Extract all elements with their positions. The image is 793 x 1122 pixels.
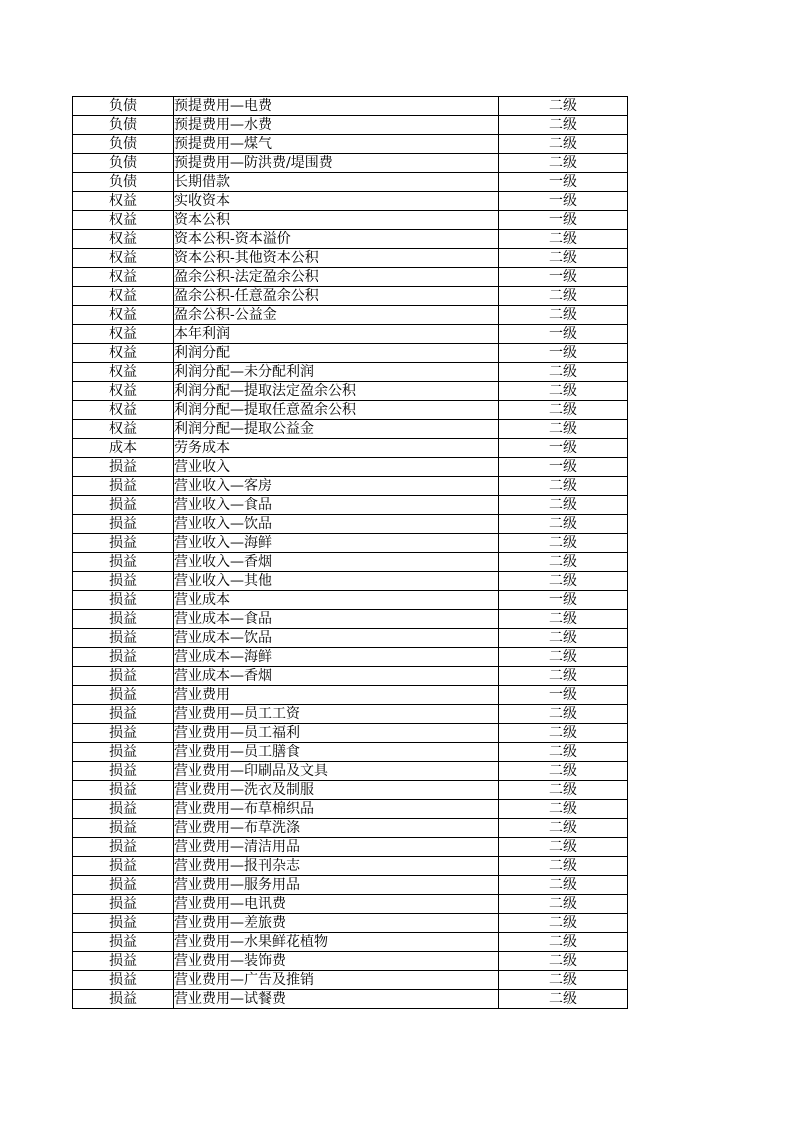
account-category-cell: 权益	[73, 401, 174, 420]
account-name-cell: 营业费用—布草棉织品	[174, 800, 499, 819]
account-level-cell: 二级	[499, 876, 628, 895]
table-row	[73, 971, 628, 990]
account-category-cell: 损益	[73, 667, 174, 686]
account-name-cell: 营业费用—广告及推销	[174, 971, 499, 990]
account-name-cell: 劳务成本	[174, 439, 499, 458]
account-name-cell: 营业费用—试餐费	[174, 990, 499, 1009]
account-category-cell: 损益	[73, 876, 174, 895]
account-level-cell: 二级	[499, 914, 628, 933]
account-name-cell: 实收资本	[174, 192, 499, 211]
account-name-cell: 营业收入	[174, 458, 499, 477]
account-name-cell: 营业费用—差旅费	[174, 914, 499, 933]
account-category-cell: 权益	[73, 211, 174, 230]
account-name-cell: 营业费用—布草洗涤	[174, 819, 499, 838]
account-level-cell: 二级	[499, 667, 628, 686]
account-name-cell: 营业费用—电讯费	[174, 895, 499, 914]
account-category-cell: 损益	[73, 914, 174, 933]
account-name-cell: 营业收入—海鲜	[174, 534, 499, 553]
account-category-cell: 损益	[73, 743, 174, 762]
account-name-cell: 营业费用—员工工资	[174, 705, 499, 724]
account-category-cell: 权益	[73, 306, 174, 325]
account-name-cell: 营业收入—其他	[174, 572, 499, 591]
account-name-cell: 资本公积-其他资本公积	[174, 249, 499, 268]
account-category-cell: 损益	[73, 477, 174, 496]
account-name-cell: 营业费用—印刷品及文具	[174, 762, 499, 781]
account-category-cell: 损益	[73, 724, 174, 743]
table-row	[73, 458, 628, 477]
account-level-cell: 二级	[499, 420, 628, 439]
account-level-cell: 一级	[499, 458, 628, 477]
account-level-cell: 二级	[499, 629, 628, 648]
account-category-cell: 损益	[73, 591, 174, 610]
account-category-cell: 损益	[73, 553, 174, 572]
account-level-cell: 二级	[499, 249, 628, 268]
account-name-cell: 营业费用—服务用品	[174, 876, 499, 895]
account-level-cell: 一级	[499, 211, 628, 230]
table-row	[73, 496, 628, 515]
account-name-cell: 营业成本—海鲜	[174, 648, 499, 667]
account-level-cell: 二级	[499, 97, 628, 116]
account-name-cell: 营业费用—员工福利	[174, 724, 499, 743]
table-row	[73, 553, 628, 572]
account-name-cell: 营业成本—香烟	[174, 667, 499, 686]
account-name-cell: 预提费用—电费	[174, 97, 499, 116]
account-category-cell: 损益	[73, 933, 174, 952]
table-row	[73, 800, 628, 819]
table-row	[73, 116, 628, 135]
table-row	[73, 781, 628, 800]
account-level-cell: 二级	[499, 990, 628, 1009]
account-name-cell: 盈余公积-公益金	[174, 306, 499, 325]
table-row	[73, 857, 628, 876]
account-category-cell: 负债	[73, 173, 174, 192]
account-level-cell: 一级	[499, 686, 628, 705]
account-category-cell: 损益	[73, 496, 174, 515]
account-name-cell: 营业费用	[174, 686, 499, 705]
account-category-cell: 权益	[73, 420, 174, 439]
account-name-cell: 营业费用—洗衣及制服	[174, 781, 499, 800]
account-name-cell: 盈余公积-法定盈余公积	[174, 268, 499, 287]
account-level-cell: 二级	[499, 971, 628, 990]
account-table	[72, 96, 628, 1009]
account-category-cell: 损益	[73, 610, 174, 629]
account-category-cell: 权益	[73, 344, 174, 363]
account-name-cell: 长期借款	[174, 173, 499, 192]
account-name-cell: 预提费用—防洪费/堤围费	[174, 154, 499, 173]
account-category-cell: 权益	[73, 287, 174, 306]
account-level-cell: 二级	[499, 705, 628, 724]
table-row	[73, 838, 628, 857]
account-category-cell: 权益	[73, 268, 174, 287]
account-name-cell: 利润分配—提取法定盈余公积	[174, 382, 499, 401]
account-name-cell: 营业费用—清洁用品	[174, 838, 499, 857]
account-category-cell: 负债	[73, 116, 174, 135]
account-name-cell: 营业成本—饮品	[174, 629, 499, 648]
account-level-cell: 二级	[499, 610, 628, 629]
account-name-cell: 营业费用—报刊杂志	[174, 857, 499, 876]
account-level-cell: 二级	[499, 154, 628, 173]
account-category-cell: 损益	[73, 515, 174, 534]
table-row	[73, 876, 628, 895]
account-name-cell: 营业收入—食品	[174, 496, 499, 515]
account-table-body	[73, 97, 628, 1009]
table-row	[73, 686, 628, 705]
account-level-cell: 二级	[499, 363, 628, 382]
table-row	[73, 287, 628, 306]
account-category-cell: 损益	[73, 971, 174, 990]
account-category-cell: 权益	[73, 382, 174, 401]
table-row	[73, 230, 628, 249]
account-level-cell: 一级	[499, 439, 628, 458]
account-category-cell: 损益	[73, 990, 174, 1009]
account-category-cell: 负债	[73, 154, 174, 173]
table-row	[73, 306, 628, 325]
table-row	[73, 648, 628, 667]
account-level-cell: 一级	[499, 268, 628, 287]
table-row	[73, 534, 628, 553]
account-category-cell: 损益	[73, 686, 174, 705]
account-category-cell: 损益	[73, 705, 174, 724]
account-category-cell: 损益	[73, 819, 174, 838]
account-category-cell: 损益	[73, 857, 174, 876]
table-row	[73, 819, 628, 838]
account-category-cell: 权益	[73, 363, 174, 382]
account-category-cell: 权益	[73, 325, 174, 344]
account-name-cell: 利润分配—提取公益金	[174, 420, 499, 439]
table-row	[73, 344, 628, 363]
table-row	[73, 97, 628, 116]
account-category-cell: 权益	[73, 249, 174, 268]
account-category-cell: 损益	[73, 648, 174, 667]
account-level-cell: 二级	[499, 762, 628, 781]
table-row	[73, 192, 628, 211]
account-name-cell: 营业成本	[174, 591, 499, 610]
table-row	[73, 629, 628, 648]
account-level-cell: 二级	[499, 895, 628, 914]
table-row	[73, 762, 628, 781]
table-row	[73, 325, 628, 344]
account-level-cell: 一级	[499, 173, 628, 192]
account-level-cell: 二级	[499, 819, 628, 838]
account-level-cell: 二级	[499, 306, 628, 325]
account-category-cell: 损益	[73, 952, 174, 971]
account-category-cell: 损益	[73, 781, 174, 800]
account-category-cell: 损益	[73, 838, 174, 857]
table-row	[73, 705, 628, 724]
account-level-cell: 二级	[499, 572, 628, 591]
account-category-cell: 损益	[73, 762, 174, 781]
table-row	[73, 572, 628, 591]
table-row	[73, 667, 628, 686]
table-row	[73, 914, 628, 933]
table-row	[73, 363, 628, 382]
account-category-cell: 成本	[73, 439, 174, 458]
table-row	[73, 439, 628, 458]
table-row	[73, 952, 628, 971]
account-name-cell: 盈余公积-任意盈余公积	[174, 287, 499, 306]
account-category-cell: 负债	[73, 97, 174, 116]
account-name-cell: 营业费用—装饰费	[174, 952, 499, 971]
account-level-cell: 二级	[499, 477, 628, 496]
account-category-cell: 损益	[73, 534, 174, 553]
account-name-cell: 营业费用—水果鲜花植物	[174, 933, 499, 952]
table-row	[73, 135, 628, 154]
account-level-cell: 二级	[499, 781, 628, 800]
account-level-cell: 一级	[499, 192, 628, 211]
account-level-cell: 二级	[499, 401, 628, 420]
account-name-cell: 预提费用—煤气	[174, 135, 499, 154]
account-level-cell: 二级	[499, 648, 628, 667]
table-row	[73, 990, 628, 1009]
account-name-cell: 本年利润	[174, 325, 499, 344]
account-level-cell: 二级	[499, 952, 628, 971]
account-name-cell: 营业成本—食品	[174, 610, 499, 629]
account-level-cell: 二级	[499, 857, 628, 876]
account-level-cell: 二级	[499, 838, 628, 857]
account-level-cell: 二级	[499, 496, 628, 515]
account-category-cell: 损益	[73, 895, 174, 914]
account-category-cell: 负债	[73, 135, 174, 154]
account-level-cell: 二级	[499, 382, 628, 401]
account-level-cell: 二级	[499, 800, 628, 819]
account-name-cell: 利润分配	[174, 344, 499, 363]
account-category-cell: 权益	[73, 192, 174, 211]
account-level-cell: 二级	[499, 743, 628, 762]
table-row	[73, 591, 628, 610]
account-category-cell: 权益	[73, 230, 174, 249]
account-level-cell: 一级	[499, 591, 628, 610]
account-name-cell: 资本公积	[174, 211, 499, 230]
table-row	[73, 154, 628, 173]
table-row	[73, 268, 628, 287]
account-name-cell: 预提费用—水费	[174, 116, 499, 135]
table-row	[73, 933, 628, 952]
table-row	[73, 382, 628, 401]
table-row	[73, 173, 628, 192]
table-row	[73, 895, 628, 914]
account-category-cell: 损益	[73, 572, 174, 591]
account-level-cell: 二级	[499, 724, 628, 743]
account-level-cell: 二级	[499, 933, 628, 952]
account-category-cell: 损益	[73, 800, 174, 819]
account-name-cell: 利润分配—提取任意盈余公积	[174, 401, 499, 420]
account-name-cell: 利润分配—未分配利润	[174, 363, 499, 382]
table-row	[73, 724, 628, 743]
table-row	[73, 420, 628, 439]
table-row	[73, 477, 628, 496]
account-name-cell: 营业费用—员工膳食	[174, 743, 499, 762]
table-row	[73, 743, 628, 762]
table-row	[73, 610, 628, 629]
account-name-cell: 营业收入—客房	[174, 477, 499, 496]
table-row	[73, 211, 628, 230]
account-level-cell: 二级	[499, 230, 628, 249]
account-level-cell: 二级	[499, 287, 628, 306]
account-level-cell: 一级	[499, 325, 628, 344]
account-name-cell: 资本公积-资本溢价	[174, 230, 499, 249]
account-level-cell: 二级	[499, 515, 628, 534]
account-level-cell: 二级	[499, 534, 628, 553]
account-level-cell: 二级	[499, 135, 628, 154]
table-row	[73, 249, 628, 268]
account-category-cell: 损益	[73, 629, 174, 648]
account-name-cell: 营业收入—香烟	[174, 553, 499, 572]
account-level-cell: 二级	[499, 116, 628, 135]
account-level-cell: 二级	[499, 553, 628, 572]
table-row	[73, 401, 628, 420]
account-category-cell: 损益	[73, 458, 174, 477]
account-name-cell: 营业收入—饮品	[174, 515, 499, 534]
account-level-cell: 一级	[499, 344, 628, 363]
table-row	[73, 515, 628, 534]
